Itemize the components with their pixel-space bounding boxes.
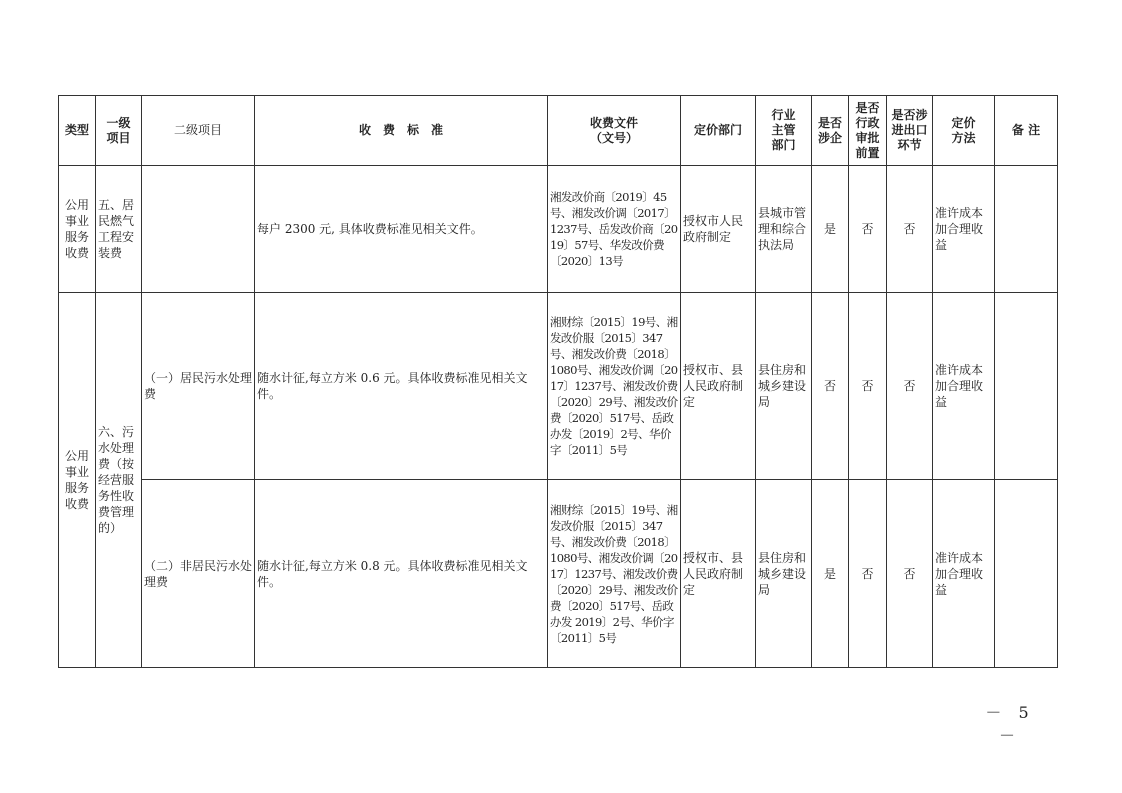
table-row [59,166,1058,293]
cell-industry-dept: 县住房和城乡建设局 [756,293,812,480]
fee-table [58,95,1058,668]
header-pricing-method: 定价 方法 [933,96,995,166]
page-number: － 5 － [985,703,1035,745]
cell-level2 [142,166,255,293]
cell-document: 湘财综〔2015〕19号、湘发改价服〔2015〕347号、湘发改价费〔2018〕1080号、湘发改价调〔2017〕1237号、湘发改价费〔2020〕29号、湘发改价费〔2020〕517号、岳政办发〔2019〕2号、华价字〔2011〕5号 [548,293,681,480]
cell-level2: （一）居民污水处理费 [142,293,255,480]
cell-standard: 随水计征,每立方米 0.6 元。具体收费标准见相关文件。 [255,293,548,480]
header-document: 收费文件 （文号） [548,96,681,166]
cell-level1: 六、污 水处理 费（按 经营服 务性收 费管理 的） [96,293,142,668]
cell-document: 湘发改价商〔2019〕45号、湘发改价调〔2017〕1237号、岳发改价商〔2019〕57号、华发改价费〔2020〕13号 [548,166,681,293]
header-standard: 收 费 标 准 [255,96,548,166]
cell-industry-dept: 县住房和城乡建设局 [756,480,812,668]
cell-involves-enterprise: 是 [812,166,849,293]
cell-pricing-dept: 授权市、县人民政府制定 [681,480,756,668]
cell-remarks [995,166,1058,293]
cell-level1: 五、居 民燃气 工程安 装费 [96,166,142,293]
table-row [59,480,1058,668]
cell-document: 湘财综〔2015〕19号、湘发改价服〔2015〕347号、湘发改价费〔2018〕1080号、湘发改价调〔2017〕1237号、湘发改价费〔2020〕29号、湘发改价费〔2020〕517号、岳政办发 2019〕2号、华价字〔2011〕5号 [548,480,681,668]
header-level2: 二级项目 [142,96,255,166]
cell-involves-enterprise: 是 [812,480,849,668]
table-row [59,293,1058,480]
header-admin-approval: 是否 行政 审批 前置 [849,96,887,166]
header-remarks: 备 注 [995,96,1058,166]
header-pricing-dept: 定价部门 [681,96,756,166]
cell-admin-approval: 否 [849,166,887,293]
cell-involves-enterprise: 否 [812,293,849,480]
cell-import-export: 否 [887,293,933,480]
header-involves-enterprise: 是否 涉企 [812,96,849,166]
cell-industry-dept: 县城市管理和综合执法局 [756,166,812,293]
cell-level2: （二）非居民污水处理费 [142,480,255,668]
header-type: 类型 [59,96,96,166]
header-import-export: 是否涉 进出口 环节 [887,96,933,166]
cell-import-export: 否 [887,166,933,293]
cell-admin-approval: 否 [849,293,887,480]
cell-remarks [995,293,1058,480]
cell-standard: 每户 2300 元, 具体收费标准见相关文件。 [255,166,548,293]
cell-standard: 随水计征,每立方米 0.8 元。具体收费标准见相关文件。 [255,480,548,668]
cell-pricing-method: 准许成本加合理收益 [933,293,995,480]
cell-pricing-dept: 授权市人民政府制定 [681,166,756,293]
cell-pricing-method: 准许成本加合理收益 [933,166,995,293]
header-industry-dept: 行业 主管 部门 [756,96,812,166]
cell-type: 公用 事业 服务 收费 [59,166,96,293]
header-level1: 一级 项目 [96,96,142,166]
table-header-row [59,96,1058,166]
cell-import-export: 否 [887,480,933,668]
cell-admin-approval: 否 [849,480,887,668]
cell-remarks [995,480,1058,668]
cell-type: 公用 事业 服务 收费 [59,293,96,668]
cell-pricing-dept: 授权市、县人民政府制定 [681,293,756,480]
cell-pricing-method: 准许成本加合理收益 [933,480,995,668]
